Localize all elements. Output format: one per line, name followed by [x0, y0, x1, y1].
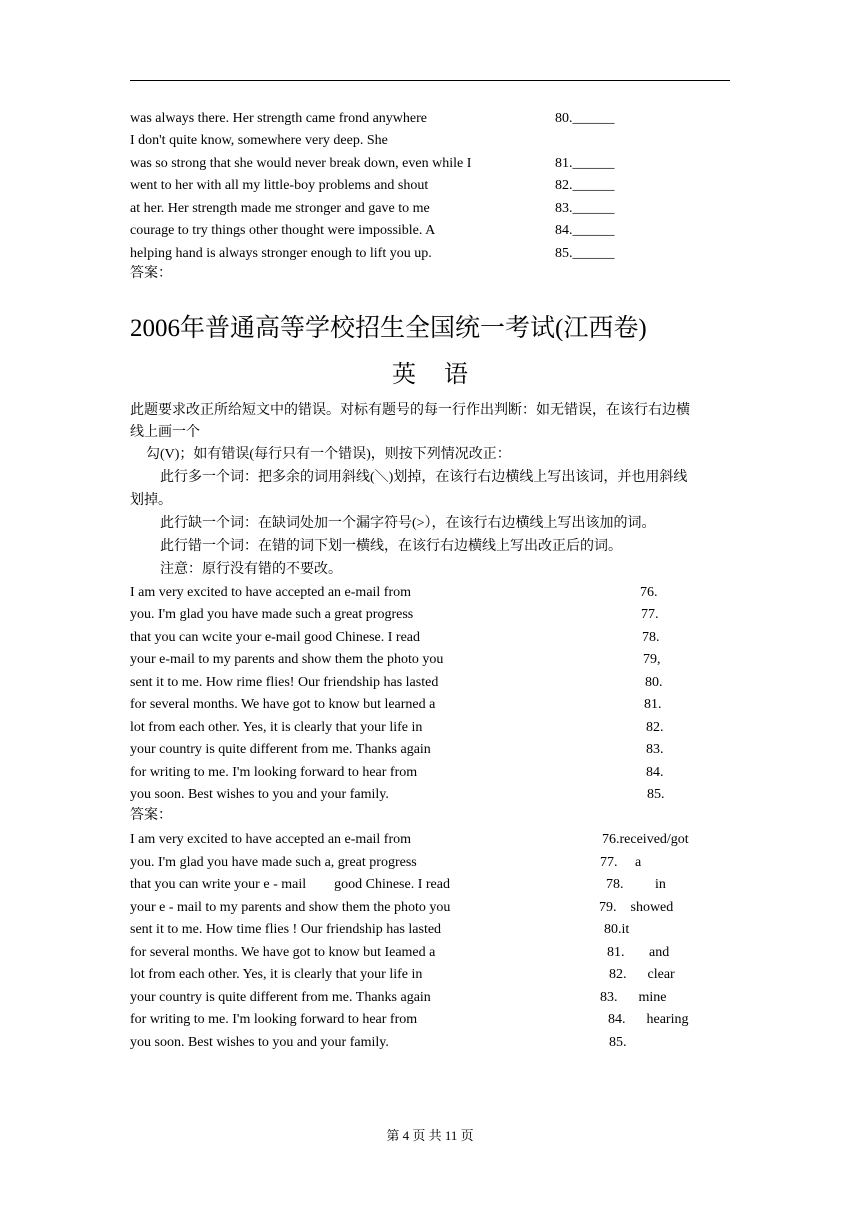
instruction-line: 线上画一个: [130, 425, 200, 440]
question-number: 84.: [646, 765, 664, 780]
instruction-line: 勾(V)；如有错误(每行只有一个错误)，则按下列情况改正：: [146, 447, 511, 462]
page-footer: 第 4 页 共 11 页: [386, 1128, 474, 1143]
answer-line: lot from each other. Yes, it is clearly that your life in: [130, 967, 423, 982]
answer-value: 79. showed: [599, 900, 674, 915]
answer-blank: 82.______: [555, 178, 615, 193]
answer-line: that you can write your e - mail good Chinese. I read: [130, 877, 450, 892]
answer-label: 答案：: [130, 808, 172, 823]
answer-label: 答案：: [130, 266, 172, 281]
answer-value: 85.: [609, 1035, 627, 1050]
instruction-line: 此行多一个词：把多余的词用斜线(＼)划掉，在该行右边横线上写出该词，并也用斜线: [160, 470, 688, 485]
answer-line: your e - mail to my parents and show them the photo you: [130, 900, 451, 915]
instruction-line: 注意：原行没有错的不要改。: [160, 562, 342, 577]
question-number: 85.: [647, 787, 665, 802]
instruction-line: 此题要求改正所给短文中的错误。对标有题号的每一行作出判断：如无错误，在该行右边横: [130, 403, 690, 418]
passage-line: your country is quite different from me. Thanks again: [130, 742, 431, 757]
passage-line: was always there. Her strength came frond anywhere: [130, 111, 427, 126]
passage-line: went to her with all my little-boy problems and shout: [130, 178, 429, 193]
passage-line: I am very excited to have accepted an e-mail from: [130, 585, 412, 600]
passage-line: your e-mail to my parents and show them the photo you: [130, 652, 444, 667]
passage-line: at her. Her strength made me stronger and gave to me: [130, 201, 430, 216]
question-number: 80.: [645, 675, 663, 690]
answer-value: 84. hearing: [608, 1012, 689, 1027]
passage-line: courage to try things other thought were impossible. A: [130, 223, 436, 238]
answer-value: 77. a: [600, 855, 642, 870]
passage-line: helping hand is always stronger enough to lift you up.: [130, 246, 432, 261]
answer-blank: 80.______: [555, 111, 615, 126]
passage-line: you soon. Best wishes to you and your family.: [130, 787, 389, 802]
subject-heading: 英语: [392, 362, 496, 388]
answer-blank: 84.______: [555, 223, 615, 238]
instruction-line: 此行缺一个词：在缺词处加一个漏字符号(>），在该行右边横线上写出该加的词。: [160, 516, 656, 531]
answer-value: 82. clear: [609, 967, 675, 982]
question-number: 79,: [643, 652, 661, 667]
question-number: 78.: [642, 630, 660, 645]
exam-title: 2006年普通高等学校招生全国统一考试(江西卷): [130, 315, 647, 342]
passage-line: for several months. We have got to know but learned a: [130, 697, 436, 712]
answer-line: your country is quite different from me. Thanks again: [130, 990, 431, 1005]
instruction-line: 此行错一个词：在错的词下划一横线，在该行右边横线上写出改正后的词。: [160, 539, 622, 554]
answer-line: for writing to me. I'm looking forward to hear from: [130, 1012, 418, 1027]
answer-line: for several months. We have got to know but Ieamed a: [130, 945, 436, 960]
question-number: 82.: [646, 720, 664, 735]
passage-line: lot from each other. Yes, it is clearly that your life in: [130, 720, 423, 735]
header-rule: [130, 80, 730, 81]
answer-line: you soon. Best wishes to you and your family.: [130, 1035, 389, 1050]
passage-line: sent it to me. How rime flies! Our friendship has lasted: [130, 675, 439, 690]
answer-blank: 83.______: [555, 201, 615, 216]
passage-line: that you can wcite your e-mail good Chinese. I read: [130, 630, 421, 645]
instruction-line: 划掉。: [130, 493, 172, 508]
answer-value: 76.received/got: [602, 832, 689, 847]
question-number: 81.: [644, 697, 662, 712]
passage-line: was so strong that she would never break down, even while I: [130, 156, 472, 171]
question-number: 77.: [641, 607, 659, 622]
answer-line: sent it to me. How time flies ! Our friendship has lasted: [130, 922, 442, 937]
answer-value: 83. mine: [600, 990, 667, 1005]
answer-value: 78. in: [606, 877, 666, 892]
answer-line: I am very excited to have accepted an e-mail from: [130, 832, 412, 847]
passage-line: I don't quite know, somewhere very deep. She: [130, 133, 388, 148]
question-number: 83.: [646, 742, 664, 757]
answer-value: 81. and: [607, 945, 670, 960]
answer-value: 80.it: [604, 922, 630, 937]
question-number: 76.: [640, 585, 658, 600]
passage-line: for writing to me. I'm looking forward to hear from: [130, 765, 418, 780]
answer-blank: 81.______: [555, 156, 615, 171]
passage-line: you. I'm glad you have made such a great progress: [130, 607, 414, 622]
answer-line: you. I'm glad you have made such a, great progress: [130, 855, 417, 870]
answer-blank: 85.______: [555, 246, 615, 261]
